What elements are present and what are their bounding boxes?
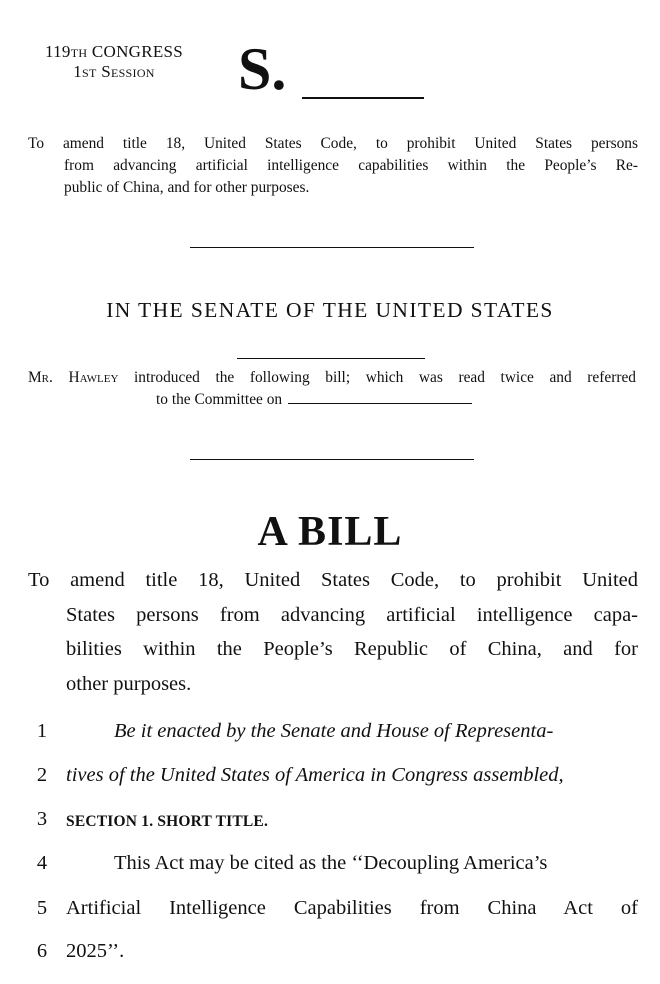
bill-line-6 xyxy=(0,940,660,984)
long-purpose-line: States persons from advancing artificial intelligence capa- xyxy=(66,603,638,626)
bill-line-5 xyxy=(0,897,660,941)
line-number: 4 xyxy=(36,852,48,874)
long-purpose xyxy=(28,563,638,701)
bill-number-prefix: S. xyxy=(238,36,287,102)
bill-line-2 xyxy=(0,764,660,808)
line-number: 2 xyxy=(36,764,48,786)
short-purpose-line: To amend title 18, United States Code, to prohibit United States persons xyxy=(28,135,638,152)
short-purpose xyxy=(28,133,638,199)
bill-heading: A BILL xyxy=(257,509,403,555)
divider-rule xyxy=(190,247,474,248)
short-purpose-line: public of China, and for other purposes. xyxy=(64,179,310,196)
divider-rule xyxy=(190,459,474,460)
enacting-clause: Be it enacted by the Senate and House of Representa- xyxy=(114,720,554,742)
committee-label: to the Committee on xyxy=(156,391,283,408)
long-purpose-line: To amend title 18, United States Code, to prohibit United xyxy=(28,569,638,591)
long-purpose-line: bilities within the People’s Republic of China, and for xyxy=(66,638,638,660)
line-number: 1 xyxy=(36,720,48,742)
committee-blank xyxy=(288,389,472,404)
section-text: Artificial Intelligence Capabilities from China Act of xyxy=(66,897,638,919)
introduction-line xyxy=(28,367,636,389)
enacting-clause: tives of the United States of America in Congress assembled, xyxy=(66,764,564,786)
section-heading: SECTION 1. SHORT TITLE. xyxy=(66,813,269,830)
introduction-text xyxy=(28,367,636,411)
line-number: 3 xyxy=(36,808,48,830)
session-label: 1st Session xyxy=(73,62,155,81)
bill-line-1 xyxy=(0,720,660,764)
line-number: 6 xyxy=(36,940,48,962)
short-purpose-line: from advancing artificial intelligence capabilities within the People’s Re- xyxy=(64,157,638,174)
chamber-heading: IN THE SENATE OF THE UNITED STATES xyxy=(106,298,554,322)
long-purpose-line: other purposes. xyxy=(66,672,192,695)
line-number: 5 xyxy=(36,897,48,919)
introduction-rest: introduced the following bill; which was read twice and referred xyxy=(134,369,636,386)
sponsor-name: Mr. Hawley xyxy=(28,369,119,386)
section-text: 2025’’. xyxy=(66,940,125,962)
bill-line-4 xyxy=(0,852,660,896)
bill-line-3 xyxy=(0,808,660,852)
divider-rule-short xyxy=(237,358,425,359)
congress-session-block xyxy=(28,42,200,82)
bill-number-blank xyxy=(302,97,424,99)
congress-label: 119th CONGRESS xyxy=(44,42,184,61)
introduction-line xyxy=(28,389,636,411)
section-text: This Act may be cited as the ‘‘Decoupling America’s xyxy=(114,852,548,874)
